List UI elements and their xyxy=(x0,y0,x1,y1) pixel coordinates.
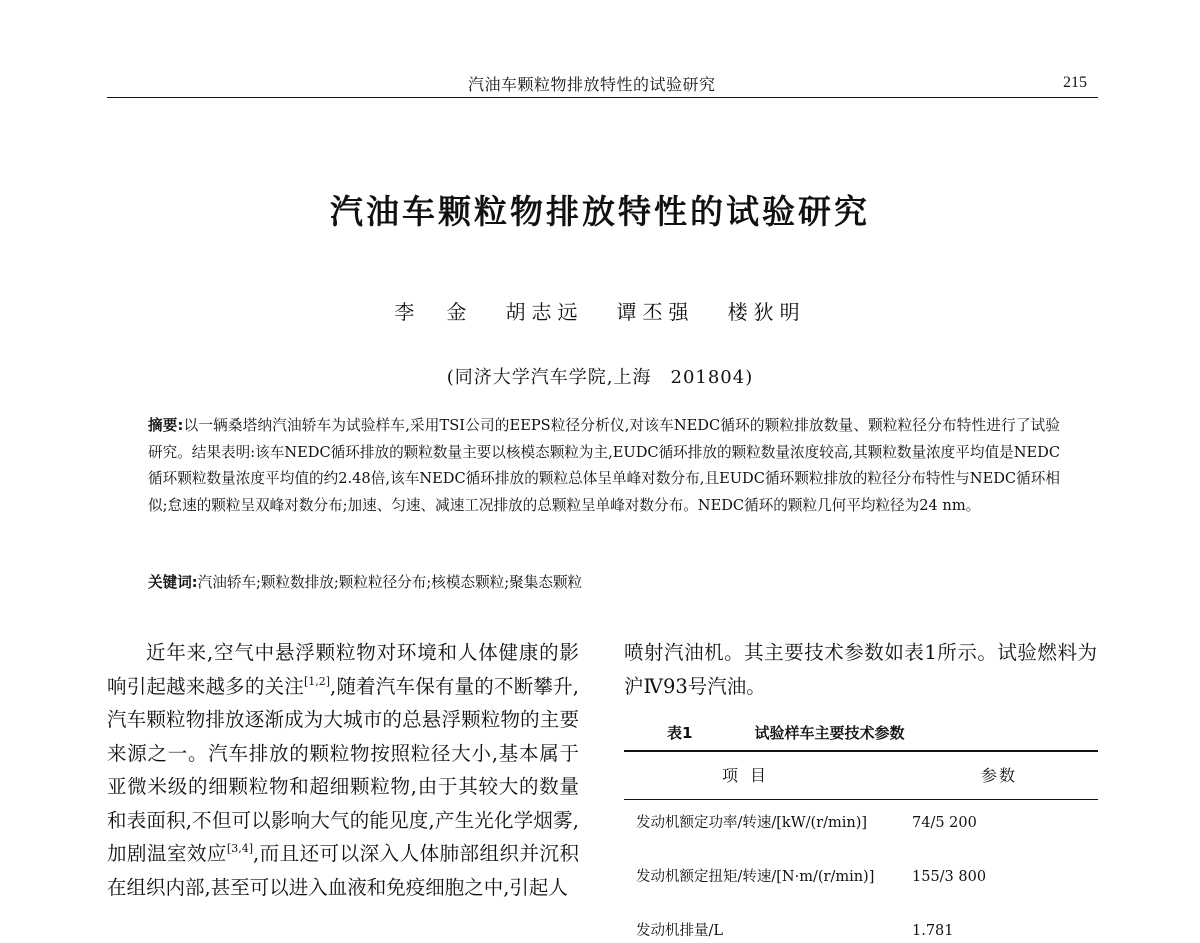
header-rule xyxy=(107,97,1098,98)
page-number: 215 xyxy=(1063,74,1087,91)
table-caption-label: 表1 xyxy=(667,724,693,742)
keywords xyxy=(148,570,1060,596)
body-text: ,随着汽车保有量的不断攀升,汽车颗粒物排放逐渐成为大城市的总悬浮颗粒物的主要来源之一。汽车排放的颗粒物按照粒径大小,基本属于亚微米级的细颗粒物和超细颗粒物,由于其较大的数量和表面积,不但可以影响大气的能见度,产生光化学烟雾,加剧温室效应 xyxy=(107,674,579,865)
author-name: 李 金 xyxy=(394,300,473,324)
citation: [1,2] xyxy=(303,674,331,688)
body-text: ,而且还可以深入人体肺部组织并沉积在组织内部,甚至可以进入血液和免疫细胞之中,引起人 xyxy=(107,842,579,899)
table-cell-value: 155/3 800 xyxy=(912,869,987,885)
affiliation: (同济大学汽车学院,上海 201804) xyxy=(446,367,754,388)
keywords-text: 汽油轿车;颗粒数排放;颗粒粒径分布;核模态颗粒;聚集态颗粒 xyxy=(197,574,583,591)
keywords-label: 关键词: xyxy=(148,574,198,591)
author-list xyxy=(0,296,1200,325)
table-header-rule xyxy=(624,799,1098,800)
abstract-label: 摘要: xyxy=(148,417,184,434)
table-caption-title: 试验样车主要技术参数 xyxy=(754,724,905,742)
author-name: 胡志远 xyxy=(505,300,584,324)
table-header-param: 参数 xyxy=(981,766,1018,785)
abstract xyxy=(148,413,1060,519)
table-cell-value: 74/5 200 xyxy=(912,815,977,831)
body-left-column xyxy=(107,636,579,904)
abstract-text: 以一辆桑塔纳汽油轿车为试验样车,采用TSI公司的EEPS粒径分析仪,对该车NEDC循环的颗粒排放数量、颗粒粒径分布特性进行了试验研究。结果表明:该车NEDC循环排放的颗粒数量主要以核模态颗粒为主,EUDC循环排放的颗粒数量浓度较高,其颗粒数量浓度平均值是NEDC循环颗粒数量浓度平均值的约2.48倍,该车NEDC循环排放的颗粒总体呈单峰对数分布,且EUDC循环颗粒排放的粒径分布特性与NEDC循环相似;怠速的颗粒呈双峰对数分布;加速、匀速、减速工况排放的总颗粒呈单峰对数分布。NEDC循环的颗粒几何平均粒径为24 nm。 xyxy=(148,417,1060,514)
author-name: 谭丕强 xyxy=(616,300,695,324)
citation: [3,4] xyxy=(226,842,253,855)
author-name: 楼狄明 xyxy=(727,300,806,324)
table-cell-item: 发动机排量/L xyxy=(636,923,724,939)
table-cell-item: 发动机额定扭矩/转速/[N·m/(r/min)] xyxy=(636,869,875,885)
running-title: 汽油车颗粒物排放特性的试验研究 xyxy=(468,75,716,94)
table-cell-item: 发动机额定功率/转速/[kW/(r/min)] xyxy=(636,815,868,831)
table-cell-value: 1.781 xyxy=(912,923,954,939)
paper-title: 汽油车颗粒物排放特性的试验研究 xyxy=(330,192,870,231)
table-caption xyxy=(667,722,904,743)
table-top-rule xyxy=(624,750,1098,752)
table-header-item: 项目 xyxy=(722,766,779,785)
body-text: 近年来,空气中悬浮颗粒物对环境和人体健康的影响引起越来越多的关注 xyxy=(107,641,579,698)
body-right-column: 喷射汽油机。其主要技术参数如表1所示。试验燃料为沪Ⅳ93号汽油。 xyxy=(624,641,1097,698)
